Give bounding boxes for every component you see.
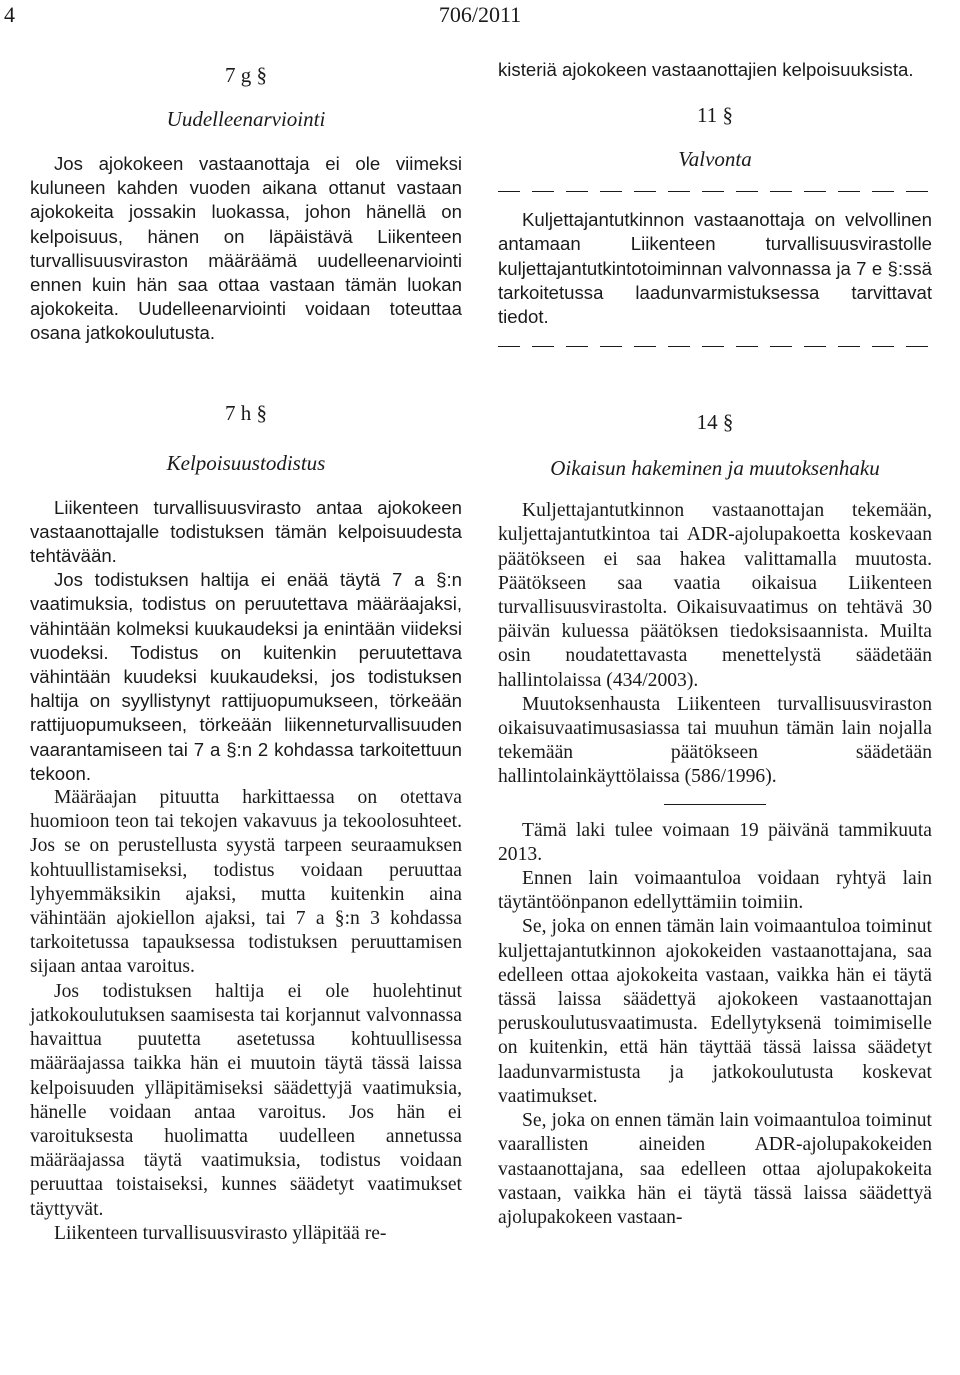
section-title-7g: Uudelleenarviointi xyxy=(166,107,326,131)
paragraph: Liikenteen turvallisuusvirasto antaa ajokokeen vastaanottajalle todistuksen tämän kelpoisuudesta tehtävään. xyxy=(30,496,462,567)
omission-dashes xyxy=(498,180,932,202)
paragraph: Määräajan pituutta harkittaessa on otettava huomioon teon tai tekojen vakavuus ja tekoolosuhteet. Jos se on perustellusta syystä tarpeen seuraamuksen kohtuullistamiseksi, todistus voidaan peruuttaa lyhyemmäksikin ajaksi, mutta kuitenkin aina vähintään ajokiellon ajaksi, tai 7 a §:n 3 kohdassa tarkoitetussa tapauksessa todistuksen peruuttamisen sijaan antaa varoitus. xyxy=(30,787,462,978)
section-number-14: 14 § xyxy=(696,410,734,435)
paragraph: Kuljettajantutkinnon vastaanottaja on velvollinen antamaan Liikenteen turvallisuusvirastolle kuljettajantutkintotoiminnan valvonnassa ja 7 e §:ssä tarkoitetussa laadunvarmistuksessa tarvittavat tiedot. xyxy=(498,209,932,328)
section-number-7g: 7 g § xyxy=(225,63,267,87)
divider-rule xyxy=(664,804,766,805)
paragraph: Se, joka on ennen tämän lain voimaantuloa toiminut kuljettajantutkinnon ajokokeiden vastaanottajana, saa edelleen ottaa ajokokeita vastaan, vaikka hän ei täytä tässä laissa säädettyä ajokokeen vastaanottajan peruskoulutusvaatimusta. Edellytyksenä toimimiselle on kuitenkin, että hän täyttää tässä laissa säädetyt laadunvarmistusta ja jatkokoulutusta koskevat vaatimukset. xyxy=(498,916,932,1107)
paragraph: Liikenteen turvallisuusvirasto ylläpitää re- xyxy=(54,1222,387,1244)
document-number: 706/2011 xyxy=(438,2,522,27)
left-column xyxy=(30,58,462,1246)
section-number-11: 11 § xyxy=(697,103,733,128)
paragraph: Jos ajokokeen vastaanottaja ei ole viimeksi kuluneen kahden vuoden aikana ottanut vastaan ajokokeita jossakin luokassa, johon hänellä on kelpoisuus, hänen on läpäistävä Liikenteen turvallisuusviraston määräämä uudelleenarviointi ennen kuin hän saa ottaa vastaan tämän luokan ajokokeita. Uudelleenarviointi voidaan toteuttaa osana jatkokoulutusta. xyxy=(30,153,462,344)
paragraph: Jos todistuksen haltija ei enää täytä 7 a §:n vaatimuksia, todistus on peruutettava määräajaksi, vähintään kolmeksi kuukaudeksi ja enintään viideksi vuodeksi. Todistus on kuitenkin peruutettava vähintään kuudeksi kuukaudeksi, jos todistuksen haltija on syyllistynyt rattijuopumukseen, törkeään rattijuopumukseen, törkeään liikenneturvallisuuden vaarantamiseen tai 7 a §:n 2 kohdassa tarkoitettuun tekoon. xyxy=(30,569,462,784)
right-column xyxy=(498,58,932,1230)
paragraph: Ennen lain voimaantuloa voidaan ryhtyä lain täytäntöönpanon edellyttämiin toimiin. xyxy=(498,868,932,914)
paragraph: Muutoksenhausta Liikenteen turvallisuusviraston oikaisuvaatimusasiassa tai muuhun tämän lain nojalla tekemään päätökseen säädetään hallintolainkäyttölaissa (586/1996). xyxy=(498,693,932,788)
omission-dashes xyxy=(498,335,932,357)
paragraph: Jos todistuksen haltija ei ole huolehtinut jatkokoulutuksen saamisesta tai korjannut valvonnassa havaittua puutetta asetetussa kohtuullisessa määräajassa taikka hän ei muutoin täytä tässä laissa kelpoisuuden ylläpitämiseksi säädettyjä vaatimuksia, hänelle voidaan antaa varoitus. Jos hän ei varoituksesta huolimatta uudelleen annetussa määräajassa täytä vaatimuksia, todistus voidaan peruuttaa toistaiseksi, kunnes säädetyt vaatimukset täyttyvät. xyxy=(30,980,462,1220)
paragraph: Kuljettajantutkinnon vastaanottajan tekemään, kuljettajantutkintoa tai ADR-ajolupakoetta koskevaan päätökseen ei saa hakea valittamalla muutosta. Päätökseen saa vaatia oikaisua Liikenteen turvallisuusvirastolta. Oikaisuvaatimus on tehtävä 30 päivän kuluessa päätöksen tiedoksisaannista. Muilta osin noudatettavasta menettelystä säädetään hallintolaissa (434/2003). xyxy=(498,500,932,691)
paragraph-continuation: kisteriä ajokokeen vastaanottajien kelpoisuuksista. xyxy=(498,59,914,80)
page-header xyxy=(0,0,960,30)
section-title-11: Valvonta xyxy=(678,147,752,172)
section-number-7h: 7 h § xyxy=(225,400,267,425)
section-title-7h: Kelpoisuustodistus xyxy=(166,450,326,475)
paragraph: Se, joka on ennen tämän lain voimaantuloa toiminut vaarallisten aineiden ADR-ajolupakokeiden vastaanottajana, saa edelleen ottaa ajolupakokeita vastaan, vaikka hän ei täytä tässä laissa säädettyä ajolupakokeen vastaan- xyxy=(498,1110,932,1228)
section-title-14: Oikaisun hakeminen ja muutoksenhaku xyxy=(550,456,880,481)
paragraph: Tämä laki tulee voimaan 19 päivänä tammikuuta 2013. xyxy=(498,819,932,865)
page-number: 4 xyxy=(4,2,15,27)
